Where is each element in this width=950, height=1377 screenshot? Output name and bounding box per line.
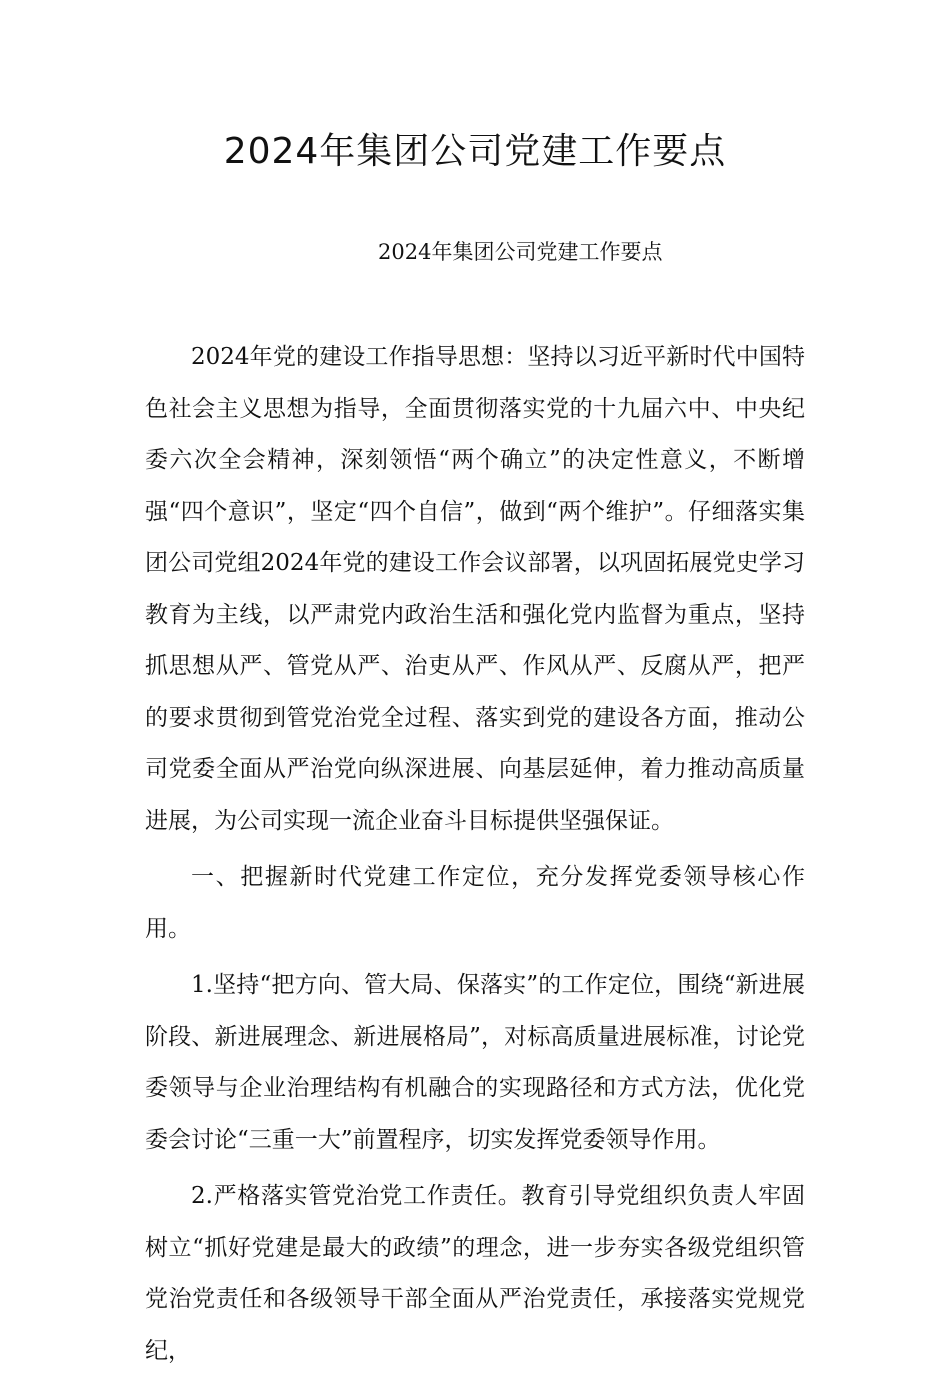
paragraph-item-2: 2.严格落实管党治党工作责任。教育引导党组织负责人牢固树立“抓好党建是最大的政绩”的理念，进一步夯实各级党组织管党治党责任和各级领导干部全面从严治党责任，承接落实党规党纪， — [145, 1183, 805, 1364]
document-subtitle: 2024年集团公司党建工作要点 — [378, 240, 663, 264]
paragraph-section-one-heading: 一、把握新时代党建工作定位，充分发挥党委领导核心作用。 — [145, 864, 805, 942]
paragraph-item-1: 1.坚持“把方向、管大局、保落实”的工作定位，围绕“新进展阶段、新进展理念、新进展格局”，对标高质量进展标准，讨论党委领导与企业治理结构有机融合的实现路径和方式方法，优化党委会讨论“三重一大”前置程序，切实发挥党委领导作用。 — [145, 972, 805, 1153]
paragraph-guiding-thought: 2024年党的建设工作指导思想：坚持以习近平新时代中国特色社会主义思想为指导，全面贯彻落实党的十九届六中、中央纪委六次全会精神，深刻领悟“两个确立”的决定性意义，不断增强“四个意识”，坚定“四个自信”，做到“两个维护”。仔细落实集团公司党组2024年党的建设工作会议部署，以巩固拓展党史学习教育为主线，以严肃党内政治生活和强化党内监督为重点，坚持抓思想从严、管党从严、治吏从严、作风从严、反腐从严，把严的要求贯彻到管党治党全过程、落实到党的建设各方面，推动公司党委全面从严治党向纵深进展、向基层延伸，着力推动高质量进展，为公司实现一流企业奋斗目标提供坚强保证。 — [145, 344, 805, 834]
document-title: 2024年集团公司党建工作要点 — [223, 131, 727, 172]
document-body — [145, 332, 805, 1377]
